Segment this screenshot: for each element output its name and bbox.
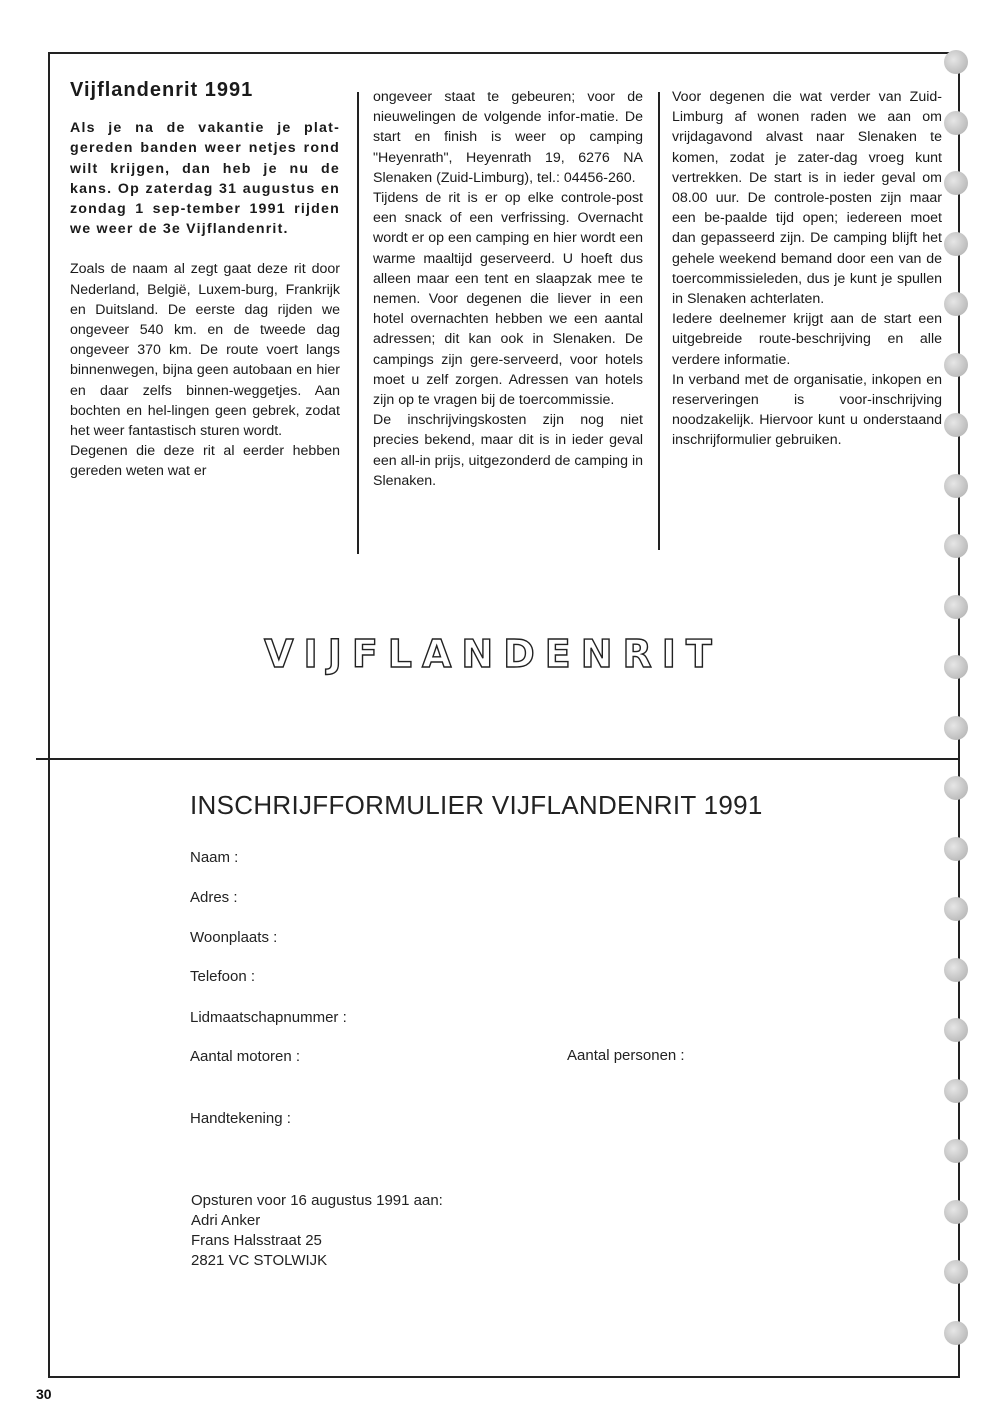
article-column-3	[672, 87, 942, 451]
vijflandenrit-wordmark: VIJFLANDENRIT	[264, 632, 722, 676]
form-field-telefoon[interactable]: Telefoon :	[190, 968, 256, 985]
binder-hole	[944, 1200, 968, 1224]
form-field-aantal-motoren[interactable]: Aantal motoren :	[190, 1048, 301, 1065]
binder-hole	[944, 292, 968, 316]
form-field-naam[interactable]: Naam :	[190, 849, 239, 866]
article-column-2	[373, 87, 643, 491]
article-col2-p1: ongeveer staat te gebeuren; voor de nieuwelingen de volgende infor-matie. De start en finish is weer op camping "Heyenrath", Heyenrath 19, 6276 NA Slenaken (Zuid-Limburg), tel.: 04456-260.	[373, 89, 643, 186]
binder-hole	[944, 655, 968, 679]
article-column-1	[70, 80, 340, 482]
binder-hole	[944, 1139, 968, 1163]
form-field-aantal-personen[interactable]: Aantal personen :	[567, 1047, 685, 1064]
binder-hole	[944, 1321, 968, 1345]
page-number: 30	[36, 1386, 52, 1402]
binder-hole	[944, 232, 968, 256]
form-field-adres[interactable]: Adres :	[190, 889, 238, 906]
article-col2-p2: Tijdens de rit is er op elke controle-post een snack of een verfrissing. Overnacht wordt er op een camping en hier wordt een warme maaltijd geserveerd. U hoeft dus alleen maar een tent en slaapzak mee te nemen. Voor degenen die liever in een hotel overnachten hebben we een aantal adressen; dit kan ook in Slenaken. De campings zijn gere-serveerd, voor hotels moet u zelf zorgen. Adressen van hotels zijn op te vragen bij de toercommissie.	[373, 190, 643, 409]
binder-hole	[944, 1018, 968, 1042]
form-divider	[36, 758, 960, 760]
article-col3-p1: Voor degenen die wat verder van Zuid-Limburg af wonen raden we aan om vrijdagavond alvast naar Slenaken te komen, zodat je zater-dag vroeg kunt vertrekken. De start is in ieder geval om 08.00 uur. De controle-posten zijn maar een be-paalde tijd open; iedereen moet dan gepasseerd zijn. De camping blijft het gehele weekend bemand door een van de toercommissieleden, dus je kunt je spullen in Slenaken achterlaten.	[672, 89, 942, 308]
binder-hole	[944, 897, 968, 921]
binder-hole	[944, 474, 968, 498]
form-field-woonplaats[interactable]: Woonplaats :	[190, 929, 278, 946]
article-lead: Als je na de vakantie je plat-gereden banden weer netjes rond wilt krijgen, dan heb je nu de kans. Op zaterdag 31 augustus en zondag 1 sep-tember 1991 rijden we weer de 3e Vijflandenrit.	[70, 120, 340, 238]
mailing-instruction: Opsturen voor 16 augustus 1991 aan:	[191, 1192, 443, 1209]
binder-hole	[944, 776, 968, 800]
binder-hole	[944, 534, 968, 558]
mailing-address	[191, 1191, 443, 1271]
binder-hole	[944, 958, 968, 982]
form-title: INSCHRIJFFORMULIER VIJFLANDENRIT 1991	[190, 790, 763, 820]
article-col2-p3: De inschrijvingskosten zijn nog niet precies bekend, maar dit is in ieder geval een all-in prijs, uitgezonderd de camping in Slenaken.	[373, 412, 643, 489]
article-col1-tail: Degenen die deze rit al eerder hebben gereden weten wat er	[70, 443, 340, 480]
binder-hole	[944, 353, 968, 377]
article-col1-body: Zoals de naam al zegt gaat deze rit door Nederland, België, Luxem-burg, Frankrijk en Duitsland. De eerste dag rijden we ongeveer 540 km. en de tweede dag ongeveer 370 km. De route voert langs binnenwegen, bijna geen autobaan en hier en daar zelfs binnen-weggetjes. Aan bochten en hel-lingen geen gebrek, zodat het weer fantastisch sturen wordt.	[70, 261, 340, 440]
column-rule-2	[658, 92, 660, 550]
form-field-lidmaatschapnummer[interactable]: Lidmaatschapnummer :	[190, 1009, 347, 1026]
mailing-recipient: Adri Anker	[191, 1212, 261, 1229]
mailing-street: Frans Halsstraat 25	[191, 1232, 322, 1249]
mailing-city: 2821 VC STOLWIJK	[191, 1252, 328, 1269]
binder-hole	[944, 50, 968, 74]
article-col3-p3: In verband met de organisatie, inkopen en reserveringen is voor-inschrijving noodzakelijk. Hiervoor kunt u onderstaand inschrijformulier gebruiken.	[672, 371, 942, 449]
binder-hole	[944, 171, 968, 195]
binder-hole	[944, 413, 968, 437]
binder-hole	[944, 1079, 968, 1103]
column-rule-1	[357, 92, 359, 554]
binder-hole	[944, 1260, 968, 1284]
form-field-handtekening[interactable]: Handtekening :	[190, 1110, 291, 1127]
binder-hole	[944, 111, 968, 135]
binder-hole	[944, 837, 968, 861]
article-col3-p2: Iedere deelnemer krijgt aan de start een uitgebreide route-beschrijving en alle verdere informatie.	[672, 311, 942, 368]
article-title: Vijflandenrit 1991	[70, 79, 254, 101]
binder-hole	[944, 716, 968, 740]
binder-hole	[944, 595, 968, 619]
